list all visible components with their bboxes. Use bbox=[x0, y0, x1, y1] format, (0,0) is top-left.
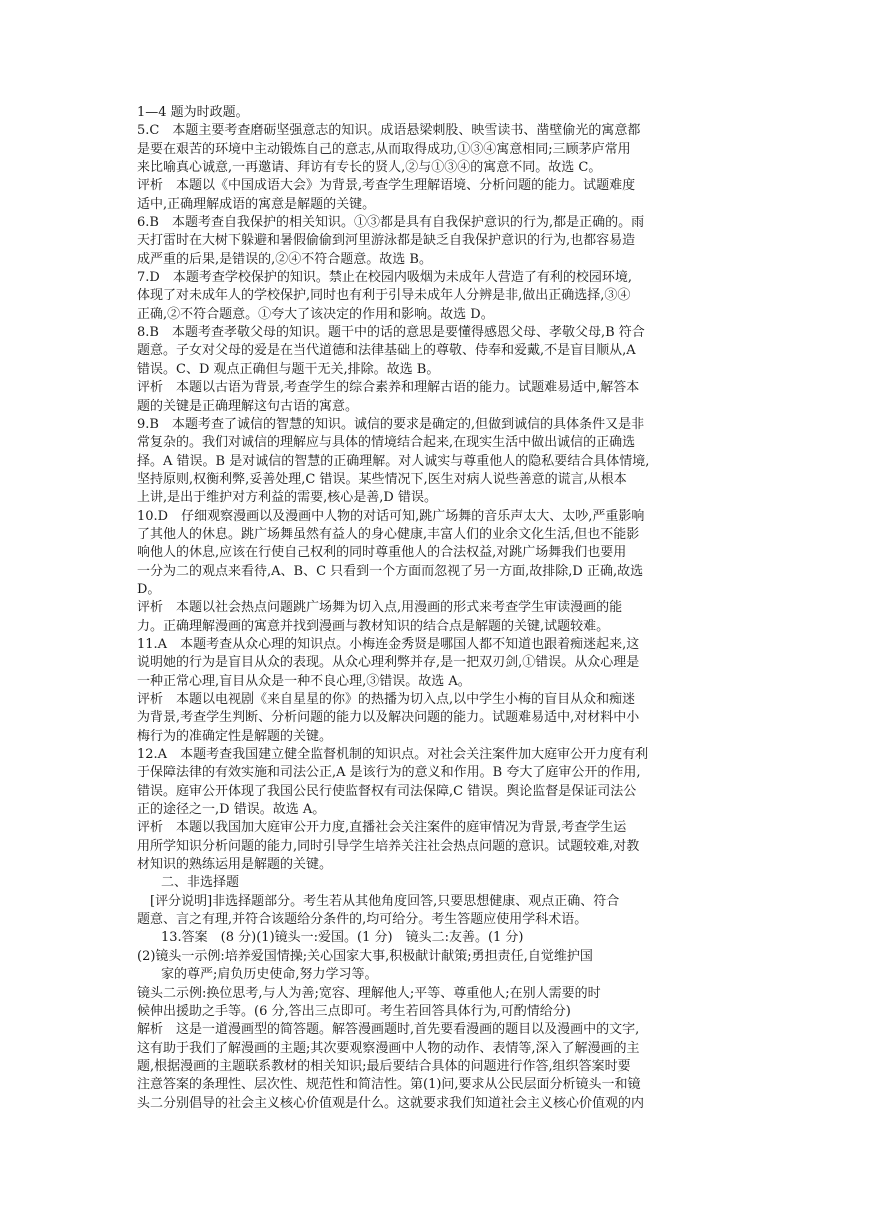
text-line: 9.B 本题考查了诚信的智慧的知识。诚信的要求是确定的,但做到诚信的具体条件又是非 bbox=[137, 416, 645, 432]
text-line: 常复杂的。我们对诚信的理解应与具体的情境结合起来,在现实生活中做出诚信的正确选 bbox=[137, 435, 636, 451]
text-line: 错误。C、D 观点正确但与题干无关,排除。故选 B。 bbox=[137, 361, 440, 377]
text-line: 11.A 本题考查从众心理的知识点。小梅连金秀贤是哪国人都不知道也跟着痴迷起来,这 bbox=[137, 636, 640, 652]
text-line: 坚持原则,权衡利弊,妥善处理,C 错误。某些情况下,医生对病人说些善意的谎言,从根本 bbox=[137, 471, 627, 487]
answer-analysis-document bbox=[137, 104, 737, 1113]
text-line: 7.D 本题考查学校保护的知识。禁止在校园内吸烟为未成年人营造了有利的校园环境, bbox=[137, 270, 632, 286]
text-line: 力。正确理解漫画的寓意并找到漫画与教材知识的结合点是解题的关键,试题较难。 bbox=[137, 618, 610, 634]
text-line: 来比喻真心诚意,一再邀请、拜访有专长的贤人,②与①③④的寓意不同。故选 C。 bbox=[137, 160, 602, 176]
text-line: 1—4 题为时政题。 bbox=[137, 105, 249, 120]
text-line: 一种正常心理,盲目从众是一种不良心理,③错误。故选 A。 bbox=[137, 673, 471, 689]
text-line: 评析 本题以电视剧《来自星星的你》的热播为切入点,以中学生小梅的盲目从众和痴迷 bbox=[137, 692, 636, 707]
text-line: 用所学知识分析问题的能力,同时引导学生培养关注社会热点问题的意识。试题较难,对教 bbox=[137, 838, 640, 854]
text-line: 择。A 错误。B 是对诚信的智慧的正确理解。对人诚实与尊重他人的隐私要结合具体情境, bbox=[137, 453, 650, 469]
text-line: 正的途径之一,D 错误。故选 A。 bbox=[137, 802, 326, 818]
text-line: 注意答案的条理性、层次性、规范性和简洁性。第(1)问,要求从公民层面分析镜头一和镜 bbox=[137, 1077, 641, 1093]
text-line: 错误。庭审公开体现了我国公民行使监督权有司法保障,C 错误。舆论监督是保证司法公 bbox=[137, 783, 637, 799]
text-line: 13.答案 (8 分)(1)镜头一:爱国。(1 分) 镜头二:友善。(1 分) bbox=[161, 930, 524, 946]
text-line: 材知识的熟练运用是解题的关键。 bbox=[137, 857, 333, 873]
text-line: 12.A 本题考查我国建立健全监督机制的知识点。对社会关注案件加大庭审公开力度有利 bbox=[137, 747, 649, 763]
text-line: 是要在艰苦的环境中主动锻炼自己的意志,从而取得成功,①③④寓意相同;三顾茅庐常用 bbox=[137, 141, 631, 157]
text-line: 解析 这是一道漫画型的简答题。解答漫画题时,首先要看漫画的题目以及漫画中的文字, bbox=[137, 1022, 640, 1038]
text-line: 评析 本题以社会热点问题跳广场舞为切入点,用漫画的形式来考查学生审读漫画的能 bbox=[137, 600, 623, 616]
text-line: 镜头二示例:换位思考,与人为善;宽容、理解他人;平等、尊重他人;在别人需要的时 bbox=[137, 985, 601, 1001]
text-line: 为背景,考查学生判断、分析问题的能力以及解决问题的能力。试题难易适中,对材料中小 bbox=[137, 710, 640, 726]
text-line: 体现了对未成年人的学校保护,同时也有利于引导未成年人分辨是非,做出正确选择,③④ bbox=[137, 288, 631, 304]
text-line: 天打雷时在大树下躲避和暑假偷偷到河里游泳都是缺乏自我保护意识的行为,也都容易造 bbox=[137, 233, 636, 249]
text-line: 评析 本题以古语为背景,考查学生的综合素养和理解古语的能力。试题难易适中,解答本 bbox=[137, 380, 640, 396]
text-line: 二、非选择题 bbox=[161, 875, 240, 891]
text-line: 了其他人的休息。跳广场舞虽然有益人的身心健康,丰富人们的业余文化生活,但也不能影 bbox=[137, 526, 640, 542]
text-line: 评析 本题以《中国成语大会》为背景,考查学生理解语境、分析问题的能力。试题难度 bbox=[137, 178, 636, 194]
text-line: 适中,正确理解成语的寓意是解题的关键。 bbox=[137, 196, 376, 212]
text-line: 评析 本题以我国加大庭审公开力度,直播社会关注案件的庭审情况为背景,考查学生运 bbox=[137, 820, 627, 836]
text-line: 头二分别倡导的社会主义核心价值观是什么。这就要求我们知道社会主义核心价值观的内 bbox=[137, 1095, 645, 1111]
text-line: 成严重的后果,是错误的,②④不符合题意。故选 B。 bbox=[137, 251, 432, 267]
text-line: 8.B 本题考查孝敬父母的知识。题干中的话的意思是要懂得感恩父母、孝敬父母,B 符合 bbox=[137, 325, 645, 341]
text-line: 响他人的休息,应该在行使自己权利的同时尊重他人的合法权益,对跳广场舞我们也要用 bbox=[137, 545, 627, 561]
text-line: 正确,②不符合题意。①夸大了该决定的作用和影响。故选 D。 bbox=[137, 306, 494, 322]
text-line: 上讲,是出于维护对方利益的需要,核心是善,D 错误。 bbox=[137, 490, 437, 506]
text-line: [评分说明]非选择题部分。考生若从其他角度回答,只要思想健康、观点正确、符合 bbox=[150, 893, 620, 909]
text-line: D。 bbox=[137, 581, 161, 597]
text-line: 这有助于我们了解漫画的主题;其次要观察漫画中人物的动作、表情等,深入了解漫画的主 bbox=[137, 1040, 640, 1056]
text-line: 家的尊严;肩负历史使命,努力学习等。 bbox=[161, 967, 378, 983]
text-line: 梅行为的准确定性是解题的关键。 bbox=[137, 728, 333, 744]
text-line: 10.D 仔细观察漫画以及漫画中人物的对话可知,跳广场舞的音乐声太大、太吵,严重影响 bbox=[137, 508, 645, 524]
text-line: 题意、言之有理,并符合该题给分条件的,均可给分。考生答题应使用学科术语。 bbox=[137, 912, 588, 928]
text-line: 题,根据漫画的主题联系教材的相关知识;最后要结合具体的问题进行作答,组织答案时要 bbox=[137, 1058, 631, 1074]
text-line: 题的关键是正确理解这句古语的寓意。 bbox=[137, 398, 359, 414]
text-line: 6.B 本题考查自我保护的相关知识。①③都是具有自我保护意识的行为,都是正确的。雨 bbox=[137, 215, 645, 231]
text-line: 一分为二的观点来看待,A、B、C 只看到一个方面而忽视了另一方面,故排除,D 正确,故选 bbox=[137, 563, 644, 579]
text-line: 题意。子女对父母的爱是在当代道德和法律基础上的尊敬、侍奉和爱戴,不是盲目顺从,A bbox=[137, 343, 636, 359]
text-line: 说明她的行为是盲目从众的表现。从众心理利弊并存,是一把双刃剑,①错误。从众心理是 bbox=[137, 655, 640, 671]
text-line: 于保障法律的有效实施和司法公正,A 是该行为的意义和作用。B 夸大了庭审公开的作用, bbox=[137, 765, 641, 781]
text-line: (2)镜头一示例:培养爱国情操;关心国家大事,积极献计献策;勇担责任,自觉维护国 bbox=[137, 948, 593, 964]
text-line: 候伸出援助之手等。(6 分,答出三点即可。考生若回答具体行为,可酌情给分) bbox=[137, 1003, 571, 1019]
text-line: 5.C 本题主要考查磨砺坚强意志的知识。成语悬梁刺股、映雪读书、凿壁偷光的寓意都 bbox=[137, 123, 641, 139]
